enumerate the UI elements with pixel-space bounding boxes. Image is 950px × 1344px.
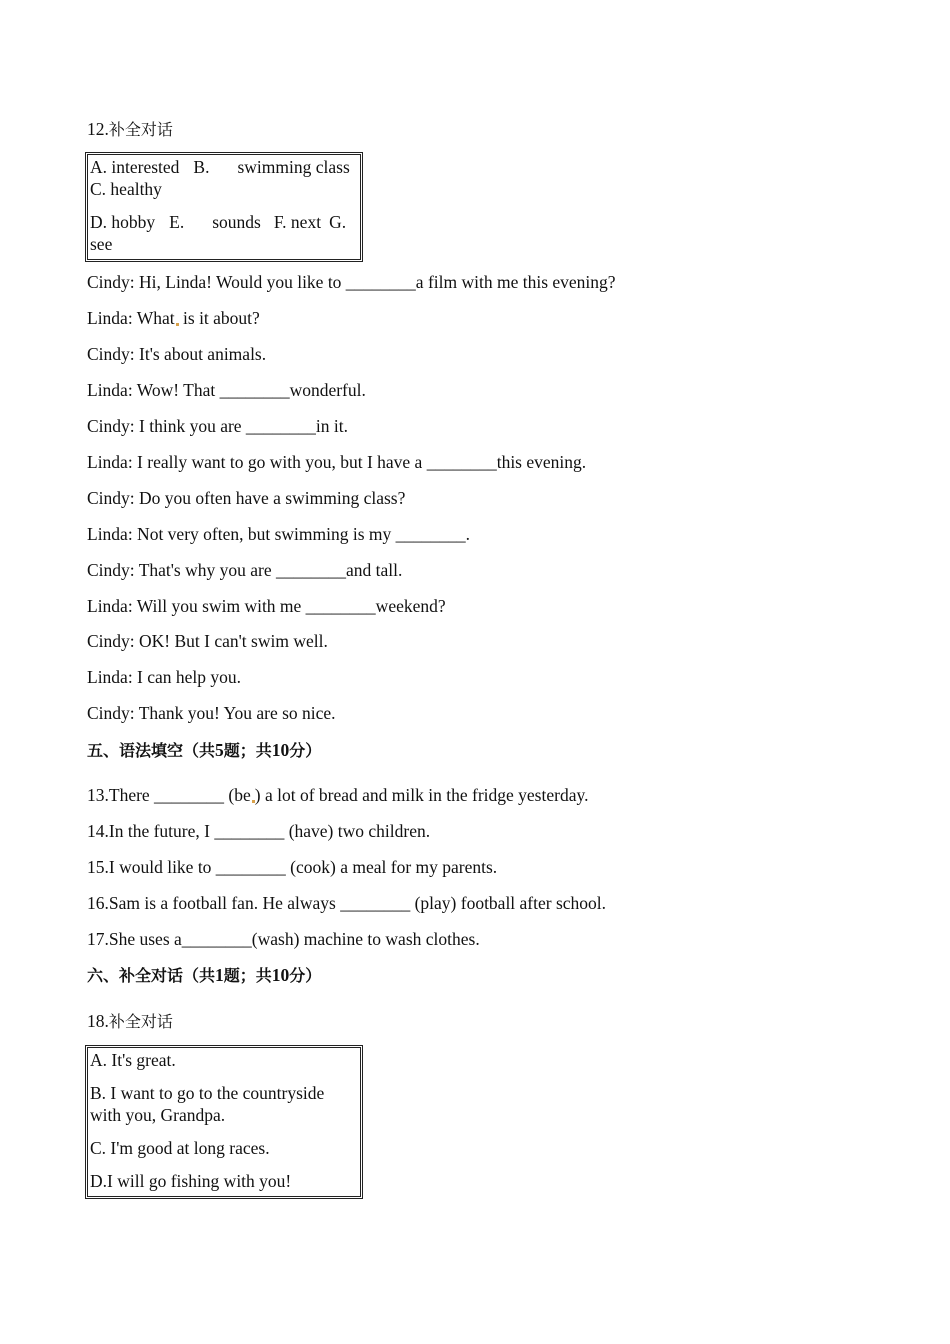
- dialogue-line-9: Cindy: That's why you are ________and tall.: [87, 560, 403, 580]
- option-f: F. next: [273, 212, 322, 232]
- dialogue-line-8: Linda: Not very often, but swimming is my ________.: [87, 524, 471, 544]
- q12-number: 12.: [87, 119, 109, 139]
- q18-title-text: 补全对话: [108, 1012, 173, 1031]
- section6-points: 10: [271, 965, 290, 985]
- section5-heading-b: 题；共: [223, 741, 272, 760]
- q12-options-box: [85, 152, 363, 262]
- question-14: 14.In the future, I ________ (have) two children.: [87, 821, 431, 841]
- section6-heading: [87, 964, 321, 987]
- dialogue-line-10: Linda: Will you swim with me ________weekend?: [87, 596, 446, 616]
- section5-heading-a: 五、语法填空（共: [87, 741, 216, 760]
- q18-option-a: A. It's great.: [90, 1050, 176, 1070]
- dialogue-line-6: Linda: I really want to go with you, but I have a ________this evening.: [87, 452, 587, 472]
- question-13a: 13.There ________ (be: [87, 785, 251, 805]
- option-c: C. healthy: [90, 179, 162, 199]
- q18-option-c: C. I'm good at long races.: [90, 1138, 270, 1158]
- q18-options-box: [85, 1045, 363, 1199]
- option-b: swimming class: [237, 157, 350, 177]
- q12-title: [87, 118, 173, 141]
- option-g: G. see: [90, 212, 347, 254]
- dialogue-line-5: Cindy: I think you are ________in it.: [87, 416, 349, 436]
- dialogue-line-2a: Linda: What: [87, 308, 175, 328]
- q18-option-b: B. I want to go to the countryside with you, Grandpa.: [90, 1083, 325, 1125]
- section5-points: 10: [271, 740, 290, 760]
- question-16: 16.Sam is a football fan. He always ________ (play) football after school.: [87, 893, 607, 913]
- q12-options-row-2: [90, 211, 358, 255]
- question-15: 15.I would like to ________ (cook) a meal for my parents.: [87, 857, 498, 877]
- question-13: [87, 784, 588, 806]
- dialogue-line-7: Cindy: Do you often have a swimming class?: [87, 488, 406, 508]
- q18-number: 18.: [87, 1011, 109, 1031]
- dialogue-line-1: Cindy: Hi, Linda! Would you like to ________a film with me this evening?: [87, 272, 616, 292]
- dialogue-line-2b: is it about?: [178, 308, 260, 328]
- q12-title-text: 补全对话: [108, 120, 173, 139]
- dialogue-line-2: [87, 307, 260, 329]
- dialogue-line-3: Cindy: It's about animals.: [87, 344, 267, 364]
- question-13b: ) a lot of bread and milk in the fridge yesterday.: [254, 785, 589, 805]
- option-b-letter: B.: [193, 157, 210, 177]
- section6-heading-a: 六、补全对话（共: [87, 966, 216, 985]
- dialogue-line-12: Linda: I can help you.: [87, 667, 242, 687]
- option-d: D. hobby: [90, 212, 156, 232]
- section5-count: 5: [215, 740, 224, 760]
- dialogue-line-13: Cindy: Thank you! You are so nice.: [87, 703, 336, 723]
- dialogue-line-4: Linda: Wow! That ________wonderful.: [87, 380, 366, 400]
- question-17: 17.She uses a________(wash) machine to wash clothes.: [87, 929, 480, 949]
- option-a: A. interested: [90, 157, 180, 177]
- dialogue-line-11: Cindy: OK! But I can't swim well.: [87, 631, 328, 651]
- section5-heading: [87, 739, 321, 762]
- section6-heading-b: 题；共: [223, 966, 272, 985]
- q18-title: [87, 1010, 173, 1033]
- q12-options-row-1: [90, 156, 358, 200]
- q18-option-d: D.I will go fishing with you!: [90, 1171, 292, 1191]
- section5-heading-c: 分）: [289, 741, 322, 760]
- option-e: sounds: [212, 212, 261, 232]
- section6-heading-c: 分）: [289, 966, 322, 985]
- option-e-letter: E.: [169, 212, 185, 232]
- section6-count: 1: [215, 965, 224, 985]
